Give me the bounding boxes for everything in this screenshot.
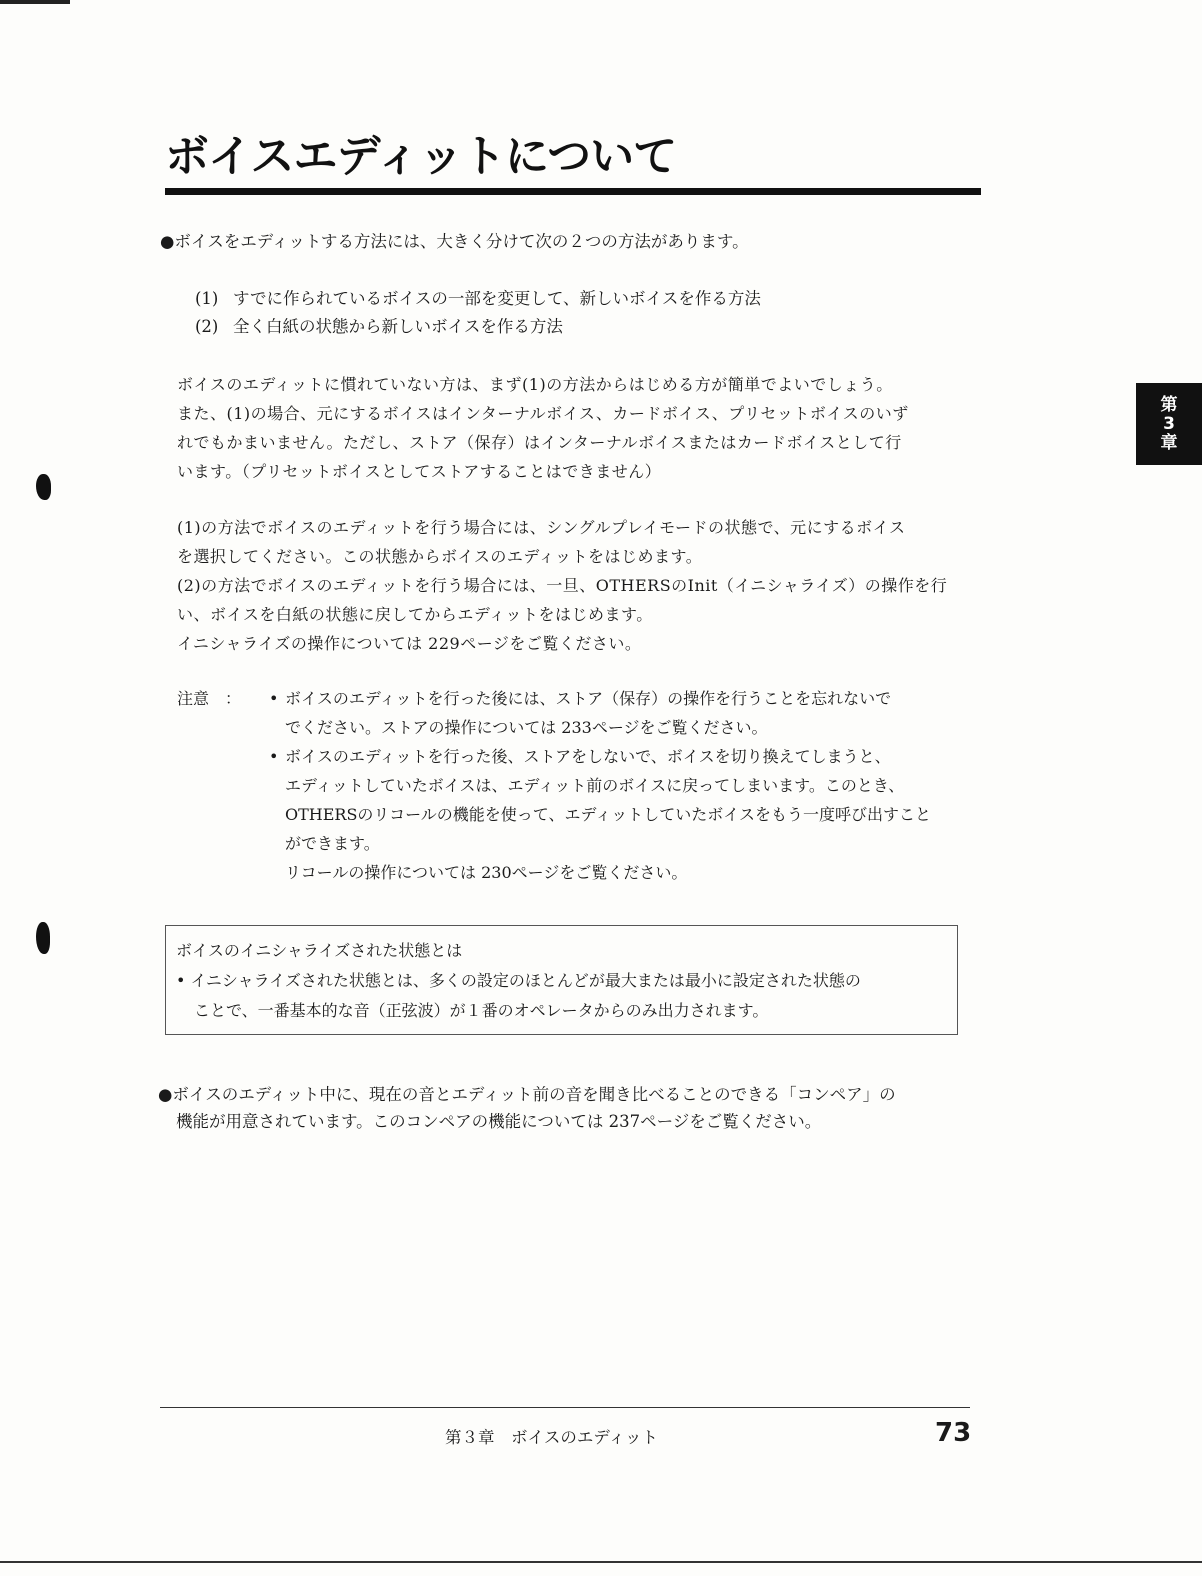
scan-edge-bottom xyxy=(0,1561,1202,1563)
compare-paragraph: ●ボイスのエディット中に、現在の音とエディット前の音を聞き比べることのできる「コンペア」の 機能が用意されています。このコンペアの機能については 237ページをご覧ください。 xyxy=(158,1085,896,1131)
list-item: (2) 全く白紙の状態から新しいボイスを作る方法 xyxy=(195,317,563,336)
caution-item: • ボイスのエディットを行った後には、ストア（保存）の操作を行うことを忘れないで でください。ストアの操作については 233ページをご覧ください。 xyxy=(269,689,892,737)
scan-edge-top xyxy=(0,0,70,4)
list-item: (1) すでに作られているボイスの一部を変更して、新しいボイスを作る方法 xyxy=(195,289,761,308)
page-number: 73 xyxy=(935,1418,972,1448)
footer-chapter: 第３章 ボイスのエディット xyxy=(445,1428,659,1447)
box-line: ことで、一番基本的な音（正弦波）が１番のオペレータからのみ出力されます。 xyxy=(194,1001,769,1020)
binding-hole-mark xyxy=(36,474,51,500)
footer-rule xyxy=(160,1407,970,1408)
box-heading: ボイスのイニシャライズされた状態とは xyxy=(176,941,463,960)
binding-hole-mark xyxy=(36,922,50,954)
caution-label: 注意 ： xyxy=(177,689,242,708)
caution-item: • ボイスのエディットを行った後、ストアをしないで、ボイスを切り換えてしまうと、 エディットしていたボイスは、エディット前のボイスに戻ってしまいます。このとき、 OTHERSのリコールの機能を使って、エディットしていたボイスをもう一度呼び出すこと ができます。 リコールの操作については 230ページをご覧ください。 xyxy=(269,747,932,882)
chapter-tab: 第 3 章 xyxy=(1136,383,1202,465)
title-underline xyxy=(165,188,981,195)
paragraph-methods: (1)の方法でボイスのエディットを行う場合には、シングルプレイモードの状態で、元にするボイス を選択してください。この状態からボイスのエディットをはじめます。 (2)の方法でボイスのエディットを行う場合には、一旦、OTHERSのInit（イニシャライズ）の操作を行 い、ボイスを白紙の状態に戻してからエディットをはじめます。 イニシャライズの操作については 229ページをご覧ください。 xyxy=(177,518,948,653)
intro-paragraph: ●ボイスをエディットする方法には、大きく分けて次の２つの方法があります。 xyxy=(160,232,749,251)
initialized-state-box xyxy=(165,925,958,1035)
page-title: ボイスエディットについて xyxy=(165,131,677,182)
method-list xyxy=(195,285,761,341)
paragraph-beginners: ボイスのエディットに慣れていない方は、まず(1)の方法からはじめる方が簡単でよいでしょう。 また、(1)の場合、元にするボイスはインターナルボイス、カードボイス、プリセットボイスのいず れでもかまいません。ただし、ストア（保存）はインターナルボイスまたはカードボイスとして行 います。（プリセットボイスとしてストアすることはできません） xyxy=(177,375,909,481)
box-line: • イニシャライズされた状態とは、多くの設定のほとんどが最大または最小に設定された状態の xyxy=(176,971,861,990)
